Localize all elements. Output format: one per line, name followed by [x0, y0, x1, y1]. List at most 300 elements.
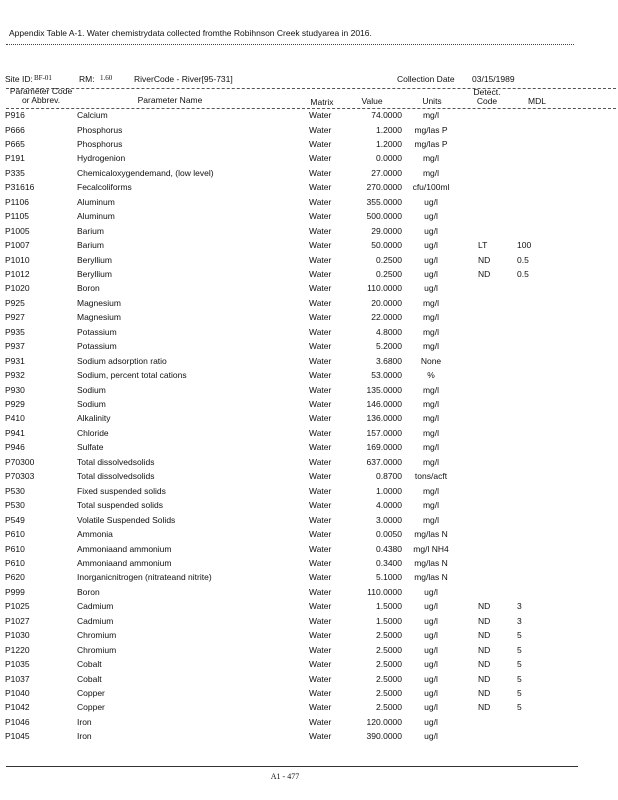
matrix-cell: Water — [309, 124, 332, 135]
value-cell: 4.0000 — [376, 500, 402, 511]
detect-code-cell: ND — [478, 268, 491, 279]
mdl-cell: 5 — [517, 673, 522, 684]
units-cell: mg/las N — [414, 572, 448, 583]
mdl-cell: 0.5 — [517, 268, 529, 279]
matrix-cell: Water — [309, 514, 332, 525]
matrix-cell: Water — [309, 716, 332, 727]
matrix-cell: Water — [309, 355, 332, 366]
units-cell: ug/l — [424, 254, 438, 265]
table-row — [0, 226, 618, 240]
table-row — [0, 630, 618, 644]
value-cell: 0.2500 — [376, 268, 402, 279]
value-cell: 3.6800 — [376, 355, 402, 366]
table-row — [0, 182, 618, 196]
mdl-cell: 3 — [517, 615, 522, 626]
param-name-cell: Magnesium — [77, 312, 121, 323]
param-name-cell: Hydrogenion — [77, 153, 126, 164]
param-code-cell: P335 — [5, 167, 25, 178]
units-cell: mg/l — [422, 384, 440, 395]
matrix-cell: Water — [309, 370, 332, 381]
table-row — [0, 500, 618, 514]
value-cell: 4.8000 — [376, 326, 402, 337]
param-code-cell: P916 — [5, 110, 25, 120]
param-name-cell: Boron — [77, 283, 100, 294]
units-cell: mg/l — [422, 153, 440, 164]
units-cell: ug/l — [424, 615, 438, 626]
param-code-cell: P1012 — [5, 268, 30, 279]
value-cell: 0.0000 — [376, 153, 402, 164]
units-cell: ug/l — [424, 688, 438, 698]
matrix-cell: Water — [309, 167, 332, 178]
table-row — [0, 471, 618, 485]
matrix-cell: Water — [309, 456, 332, 467]
mdl-cell: 5 — [517, 659, 522, 670]
table-title: Appendix Table A-1. Water chemistrydata collected fromthe Robihnson Creek studyarea in 2016. — [9, 28, 372, 38]
units-cell: mg/l — [422, 413, 440, 424]
param-code-cell: P929 — [5, 399, 25, 409]
table-row — [0, 211, 618, 225]
matrix-cell: Water — [309, 644, 332, 655]
table-row — [0, 529, 618, 543]
detect-code-cell: LT — [478, 240, 488, 250]
units-cell: mg/l — [422, 442, 440, 453]
param-name-cell: Aluminum — [77, 196, 115, 207]
param-name-cell: Sulfate — [77, 442, 104, 453]
value-cell: 136.0000 — [366, 413, 402, 424]
units-cell: % — [427, 370, 435, 381]
detect-code-cell: ND — [478, 254, 491, 265]
value-cell: 120.0000 — [366, 716, 402, 727]
units-cell: ug/l — [424, 702, 438, 713]
mdl-cell: 5 — [517, 644, 522, 655]
units-cell: mg/l — [422, 326, 440, 337]
param-name-cell: Sodium, percent total cations — [77, 370, 187, 381]
param-code-cell: P1025 — [5, 601, 30, 612]
value-cell: 2.5000 — [376, 644, 402, 655]
param-code-cell: P999 — [5, 586, 25, 597]
matrix-cell: Water — [309, 702, 332, 713]
param-code-cell: P665 — [5, 138, 25, 149]
units-cell: mg/l — [422, 312, 440, 323]
value-cell: 20.0000 — [371, 297, 402, 308]
param-code-cell: P1046 — [5, 716, 30, 727]
param-name-cell: Alkalinity — [77, 413, 111, 424]
value-cell: 146.0000 — [366, 399, 402, 409]
mdl-cell: 5 — [517, 688, 522, 698]
table-row — [0, 125, 618, 139]
matrix-cell: Water — [309, 688, 332, 698]
matrix-cell: Water — [309, 543, 332, 554]
table-row — [0, 674, 618, 688]
param-name-cell: Chemicaloxygendemand, (low level) — [77, 167, 214, 178]
matrix-cell: Water — [309, 572, 332, 583]
value-cell: 110.0000 — [367, 586, 402, 597]
param-code-cell: P937 — [5, 341, 25, 352]
river-code: RiverCode - River[95-731] — [134, 74, 233, 84]
value-cell: 2.5000 — [376, 659, 402, 670]
value-cell: 50.0000 — [371, 240, 402, 250]
param-name-cell: Phosphorus — [77, 138, 123, 149]
table-row — [0, 139, 618, 153]
param-name-cell: Chromium — [77, 644, 117, 655]
value-cell: 74.0000 — [371, 110, 402, 120]
col-matrix: Matrix — [310, 97, 334, 107]
param-name-cell: Phosphorus — [77, 124, 123, 135]
value-cell: 2.5000 — [376, 673, 402, 684]
param-code-cell: P1045 — [5, 731, 30, 742]
units-cell: mg/las P — [414, 138, 448, 149]
param-name-cell: Cadmium — [77, 615, 114, 626]
matrix-cell: Water — [309, 312, 332, 323]
value-cell: 1.5000 — [376, 601, 402, 612]
param-name-cell: Calcium — [77, 110, 108, 120]
param-code-cell: P1010 — [5, 254, 30, 265]
units-cell: mg/las N — [414, 558, 448, 568]
value-cell: 500.0000 — [366, 211, 402, 222]
units-cell: ug/l — [424, 211, 438, 222]
matrix-cell: Water — [309, 283, 332, 294]
param-name-cell: Total suspended solids — [77, 500, 164, 511]
value-cell: 1.2000 — [376, 138, 402, 149]
detect-code-cell: ND — [478, 630, 491, 641]
param-name-cell: Copper — [77, 702, 105, 713]
header-divider-bottom — [6, 108, 616, 109]
units-cell: ug/l — [424, 644, 438, 655]
table-row — [0, 312, 618, 326]
param-name-cell: Ammoniaand ammonium — [77, 543, 172, 554]
table-row — [0, 255, 618, 269]
table-row — [0, 283, 618, 297]
param-name-cell: Iron — [77, 731, 92, 742]
table-row — [0, 370, 618, 384]
units-cell: mg/las N — [414, 529, 448, 539]
matrix-cell: Water — [309, 153, 332, 164]
units-cell: ug/l — [424, 630, 438, 641]
param-code-cell: P1020 — [5, 283, 30, 294]
rm-label: RM: — [79, 74, 95, 84]
value-cell: 0.4380 — [376, 543, 402, 554]
param-name-cell: Beryllium — [77, 268, 112, 279]
matrix-cell: Water — [309, 341, 332, 352]
matrix-cell: Water — [309, 240, 332, 250]
page-number: A1 - 477 — [270, 772, 300, 781]
param-code-cell: P530 — [5, 500, 25, 511]
value-cell: 135.0000 — [366, 384, 402, 395]
param-name-cell: Ammoniaand ammonium — [77, 558, 172, 568]
table-row — [0, 356, 618, 370]
param-code-cell: P1042 — [5, 702, 30, 713]
table-row — [0, 731, 618, 745]
param-code-cell: P925 — [5, 297, 25, 308]
table-row — [0, 197, 618, 211]
value-cell: 355.0000 — [366, 196, 402, 207]
table-row — [0, 428, 618, 442]
param-code-cell: P410 — [5, 413, 25, 424]
param-code-cell: P620 — [5, 572, 25, 583]
param-code-cell: P1220 — [5, 644, 30, 655]
matrix-cell: Water — [309, 225, 332, 236]
table-row — [0, 558, 618, 572]
value-cell: 22.0000 — [371, 312, 402, 323]
title-divider — [6, 44, 574, 45]
units-cell: ug/l — [424, 716, 438, 727]
detect-code-cell: ND — [478, 673, 491, 684]
rm-value: 1.60 — [100, 74, 113, 82]
value-cell: 29.0000 — [371, 225, 402, 236]
matrix-cell: Water — [309, 558, 332, 568]
param-name-cell: Inorganicnitrogen (nitrateand nitrite) — [77, 572, 212, 583]
param-name-cell: Fecalcoliforms — [77, 182, 132, 193]
value-cell: 157.0000 — [366, 427, 402, 438]
table-row — [0, 240, 618, 254]
matrix-cell: Water — [309, 673, 332, 684]
param-name-cell: Aluminum — [77, 211, 115, 222]
value-cell: 1.0000 — [376, 485, 402, 496]
units-cell: cfu/100ml — [412, 182, 450, 193]
units-cell: ug/l — [424, 673, 438, 684]
param-name-cell: Sodium — [77, 384, 106, 395]
value-cell: 0.2500 — [376, 254, 402, 265]
matrix-cell: Water — [309, 731, 332, 742]
param-name-cell: Cobalt — [77, 673, 102, 684]
value-cell: 390.0000 — [366, 731, 402, 742]
collection-date-value: 03/15/1989 — [472, 74, 515, 84]
param-code-cell: P610 — [5, 529, 25, 539]
matrix-cell: Water — [309, 268, 332, 279]
table-row — [0, 688, 618, 702]
units-cell: ug/l — [424, 586, 438, 597]
units-cell: ug/l — [424, 659, 438, 670]
col-detect-code: Detect. Code — [473, 87, 501, 106]
table-row — [0, 153, 618, 167]
param-name-cell: Total dissolvedsolids — [77, 456, 155, 467]
units-cell: ug/l — [424, 268, 438, 279]
matrix-cell: Water — [309, 427, 332, 438]
param-name-cell: Boron — [77, 586, 100, 597]
table-row — [0, 572, 618, 586]
site-id-value: BF-01 — [34, 74, 52, 82]
table-row — [0, 587, 618, 601]
matrix-cell: Water — [309, 211, 332, 222]
value-cell: 0.0050 — [376, 529, 402, 539]
table-row — [0, 544, 618, 558]
param-code-cell: P31616 — [5, 182, 35, 193]
param-code-cell: P1106 — [5, 196, 29, 207]
param-name-cell: Sodium adsorption ratio — [77, 355, 167, 366]
matrix-cell: Water — [309, 442, 332, 453]
param-code-cell: P666 — [5, 124, 25, 135]
table-row — [0, 269, 618, 283]
param-code-cell: P70303 — [5, 471, 35, 482]
matrix-cell: Water — [309, 326, 332, 337]
units-cell: mg/l NH4 — [413, 543, 449, 554]
param-code-cell: P191 — [5, 153, 25, 164]
value-cell: 3.0000 — [376, 514, 402, 525]
param-name-cell: Fixed suspended solids — [77, 485, 166, 496]
param-code-cell: P935 — [5, 326, 25, 337]
units-cell: mg/l — [422, 341, 440, 352]
detect-code-cell: ND — [478, 688, 491, 698]
value-cell: 2.5000 — [376, 688, 402, 698]
table-row — [0, 385, 618, 399]
units-cell: tons/acft — [414, 471, 448, 482]
param-code-cell: P930 — [5, 384, 25, 395]
mdl-cell: 3 — [517, 601, 522, 612]
param-name-cell: Barium — [77, 240, 104, 250]
matrix-cell: Water — [309, 196, 332, 207]
param-code-cell: P530 — [5, 485, 25, 496]
units-cell: mg/l — [422, 399, 440, 409]
table-row — [0, 168, 618, 182]
col-param-code: Parameter Code or Abbrev. — [9, 86, 73, 105]
table-row — [0, 601, 618, 615]
param-name-cell: Iron — [77, 716, 92, 727]
units-cell: ug/l — [424, 225, 438, 236]
value-cell: 27.0000 — [371, 167, 402, 178]
detect-code-cell: ND — [478, 702, 491, 713]
param-code-cell: P1007 — [5, 240, 30, 250]
table-row — [0, 659, 618, 673]
matrix-cell: Water — [309, 384, 332, 395]
param-code-cell: P1005 — [5, 225, 30, 236]
param-name-cell: Cadmium — [77, 601, 114, 612]
table-row — [0, 515, 618, 529]
units-cell: mg/l — [422, 427, 440, 438]
table-row — [0, 399, 618, 413]
table-row — [0, 486, 618, 500]
param-name-cell: Cobalt — [77, 659, 102, 670]
collection-date-label: Collection Date — [397, 74, 455, 84]
param-name-cell: Ammonia — [77, 529, 113, 539]
matrix-cell: Water — [309, 586, 332, 597]
param-name-cell: Potassium — [77, 326, 117, 337]
site-id-label: Site ID: — [5, 74, 33, 84]
detect-code-cell: ND — [478, 601, 491, 612]
param-code-cell: P1030 — [5, 630, 30, 641]
table-row — [0, 702, 618, 716]
param-code-cell: P70300 — [5, 456, 35, 467]
table-row — [0, 645, 618, 659]
units-cell: mg/l — [422, 297, 440, 308]
units-cell: ug/l — [424, 240, 438, 250]
param-code-cell: P1037 — [5, 673, 30, 684]
units-cell: mg/l — [422, 485, 440, 496]
param-code-cell: P610 — [5, 558, 25, 568]
matrix-cell: Water — [309, 297, 332, 308]
matrix-cell: Water — [309, 485, 332, 496]
param-name-cell: Copper — [77, 688, 105, 698]
value-cell: 110.0000 — [367, 283, 402, 294]
table-row — [0, 457, 618, 471]
units-cell: ug/l — [424, 601, 438, 612]
value-cell: 0.8700 — [376, 471, 402, 482]
col-units: Units — [422, 96, 442, 106]
col-param-name: Parameter Name — [137, 95, 203, 105]
units-cell: mg/las P — [414, 124, 448, 135]
matrix-cell: Water — [309, 630, 332, 641]
param-name-cell: Beryllium — [77, 254, 112, 265]
value-cell: 2.5000 — [376, 630, 402, 641]
matrix-cell: Water — [309, 413, 332, 424]
footer-rule — [6, 766, 578, 767]
mdl-cell: 5 — [517, 702, 522, 713]
param-name-cell: Total dissolvedsolids — [77, 471, 155, 482]
table-row — [0, 717, 618, 731]
table-row — [0, 413, 618, 427]
col-mdl: MDL — [528, 96, 546, 106]
matrix-cell: Water — [309, 138, 332, 149]
units-cell: mg/l — [422, 167, 440, 178]
param-name-cell: Barium — [77, 225, 104, 236]
matrix-cell: Water — [309, 399, 332, 409]
units-cell: ug/l — [424, 283, 438, 294]
value-cell: 0.3400 — [376, 558, 402, 568]
units-cell: mg/l — [422, 456, 440, 467]
value-cell: 53.0000 — [371, 370, 402, 381]
header-divider-top — [6, 88, 616, 89]
param-code-cell: P927 — [5, 312, 25, 323]
value-cell: 1.5000 — [376, 615, 402, 626]
table-row — [0, 327, 618, 341]
mdl-cell: 5 — [517, 630, 522, 641]
table-row — [0, 616, 618, 630]
matrix-cell: Water — [309, 615, 332, 626]
detect-code-cell: ND — [478, 615, 491, 626]
param-code-cell: P941 — [5, 427, 25, 438]
param-name-cell: Sodium — [77, 399, 106, 409]
param-code-cell: P1105 — [5, 211, 29, 222]
units-cell: ug/l — [424, 196, 438, 207]
table-row — [0, 442, 618, 456]
detect-code-cell: ND — [478, 644, 491, 655]
value-cell: 2.5000 — [376, 702, 402, 713]
matrix-cell: Water — [309, 254, 332, 265]
param-code-cell: P1027 — [5, 615, 30, 626]
param-name-cell: Magnesium — [77, 297, 121, 308]
col-value: Value — [361, 96, 383, 106]
param-name-cell: Chromium — [77, 630, 117, 641]
param-name-cell: Volatile Suspended Solids — [77, 514, 176, 525]
matrix-cell: Water — [309, 500, 332, 511]
detect-code-cell: ND — [478, 659, 491, 670]
value-cell: 270.0000 — [366, 182, 402, 193]
param-code-cell: P946 — [5, 442, 25, 453]
param-code-cell: P610 — [5, 543, 25, 554]
table-row — [0, 110, 618, 124]
matrix-cell: Water — [309, 529, 332, 539]
matrix-cell: Water — [309, 110, 332, 120]
value-cell: 1.2000 — [376, 124, 402, 135]
param-code-cell: P549 — [5, 514, 25, 525]
matrix-cell: Water — [309, 601, 332, 612]
value-cell: 637.0000 — [366, 456, 402, 467]
param-code-cell: P1040 — [5, 688, 30, 698]
param-name-cell: Chloride — [77, 427, 109, 438]
table-row — [0, 341, 618, 355]
units-cell: None — [420, 355, 442, 366]
units-cell: mg/l — [422, 110, 440, 120]
value-cell: 169.0000 — [366, 442, 402, 453]
units-cell: mg/l — [422, 514, 440, 525]
param-code-cell: P931 — [5, 355, 25, 366]
value-cell: 5.1000 — [376, 572, 402, 583]
units-cell: ug/l — [424, 731, 438, 742]
param-name-cell: Potassium — [77, 341, 117, 352]
matrix-cell: Water — [309, 182, 332, 193]
param-code-cell: P1035 — [5, 659, 30, 670]
value-cell: 5.2000 — [376, 341, 402, 352]
mdl-cell: 0.5 — [517, 254, 529, 265]
